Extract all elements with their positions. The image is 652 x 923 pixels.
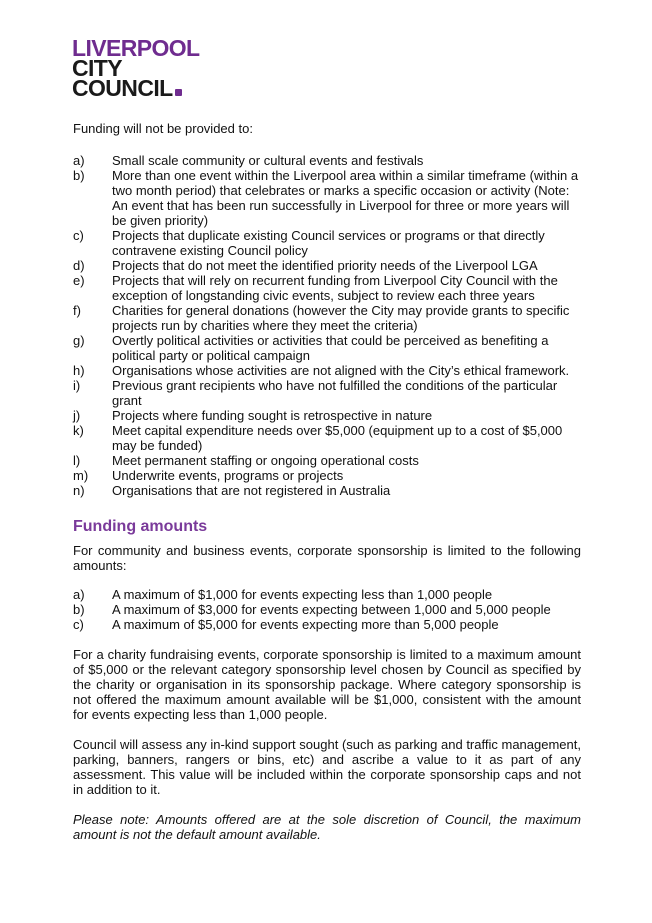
exclusions-intro: Funding will not be provided to: [73, 121, 253, 136]
list-item-text: Small scale community or cultural events and festivals [112, 153, 424, 168]
list-item-text: A maximum of $1,000 for events expecting less than 1,000 people [112, 587, 493, 602]
list-item-text: Meet permanent staffing or ongoing operational costs [112, 453, 419, 468]
list-item [73, 483, 581, 498]
list-item-marker: k) [73, 423, 84, 438]
list-item [73, 587, 581, 602]
list-item-marker: d) [73, 258, 85, 273]
list-item-text: Organisations whose activities are not aligned with the City’s ethical framework. [112, 363, 570, 378]
in-kind-paragraph: Council will assess any in-kind support sought (such as parking and traffic management, parking, banners, rangers or bins, etc) and ascribe a value to it as part of any assessment. This value will be included within the corporate sponsorship caps and not in addition to it. [73, 737, 581, 797]
list-item [73, 168, 581, 228]
list-item-marker: b) [73, 602, 85, 617]
list-item [73, 333, 581, 363]
list-item [73, 617, 581, 632]
list-item-marker: a) [73, 587, 85, 602]
list-item [73, 453, 581, 468]
logo-line-liverpool: LIVERPOOL [72, 35, 200, 61]
list-item-text: Previous grant recipients who have not fulfilled the conditions of the particular grant [112, 378, 558, 408]
list-item-text: Organisations that are not registered in Australia [112, 483, 391, 498]
logo-line-council [72, 75, 200, 101]
list-item-marker: i) [73, 378, 81, 393]
list-item-marker: c) [73, 617, 84, 632]
discretion-note: Please note: Amounts offered are at the sole discretion of Council, the maximum amount is not the default amount available. [73, 812, 581, 842]
funding-intro: For community and business events, corporate sponsorship is limited to the following amounts: [73, 543, 581, 573]
list-item-text: A maximum of $3,000 for events expecting between 1,000 and 5,000 people [112, 602, 551, 617]
list-item-text: Overtly political activities or activities that could be perceived as benefiting a political party or political campaign [112, 333, 549, 363]
list-item [73, 468, 581, 483]
exclusions-list [73, 153, 581, 498]
logo-council-text: COUNCIL [72, 75, 173, 101]
list-item-text: Projects that duplicate existing Council services or programs or that directly contravene existing Council policy [112, 228, 545, 258]
list-item-marker: m) [73, 468, 89, 483]
list-item-marker: a) [73, 153, 85, 168]
list-item [73, 228, 581, 258]
list-item-text: More than one event within the Liverpool area within a similar timeframe (within a two month period) that celebrates or marks a specific occasion or activity (Note: An event that has been run successfully in Liverpool for three or more years will be given priority) [112, 168, 579, 228]
list-item [73, 153, 581, 168]
list-item-marker: c) [73, 228, 84, 243]
list-item [73, 378, 581, 408]
document-body [73, 121, 581, 842]
list-item-marker: l) [73, 453, 81, 468]
list-item [73, 408, 581, 423]
funding-amounts-list [73, 587, 581, 632]
list-item-marker: g) [73, 333, 85, 348]
list-item-text: Projects that will rely on recurrent funding from Liverpool City Council with the exception of longstanding civic events, subject to review each three years [112, 273, 558, 303]
charity-paragraph: For a charity fundraising events, corporate sponsorship is limited to a maximum amount of $5,000 or the relevant category sponsorship level chosen by Council as specified by the charity or organisation in its sponsorship package. Where category sponsorship is not offered the maximum amount available will be $1,000, consistent with the amount for events expecting less than 1,000 people. [73, 647, 581, 722]
list-item [73, 423, 581, 453]
list-item-marker: h) [73, 363, 85, 378]
list-item-marker: n) [73, 483, 85, 498]
list-item-text: Underwrite events, programs or projects [112, 468, 344, 483]
list-item [73, 273, 581, 303]
list-item [73, 602, 581, 617]
list-item-text: Meet capital expenditure needs over $5,000 (equipment up to a cost of $5,000 may be funded) [112, 423, 563, 453]
list-item-marker: e) [73, 273, 85, 288]
list-item [73, 303, 581, 333]
funding-amounts-heading: Funding amounts [73, 518, 208, 535]
list-item-text: A maximum of $5,000 for events expecting more than 5,000 people [112, 617, 499, 632]
list-item-marker: j) [73, 408, 81, 423]
logo-line-city: CITY [72, 55, 122, 81]
list-item [73, 363, 581, 378]
list-item-text: Projects where funding sought is retrospective in nature [112, 408, 433, 423]
list-item [73, 258, 581, 273]
list-item-text: Projects that do not meet the identified priority needs of the Liverpool LGA [112, 258, 538, 273]
council-logo [72, 35, 200, 101]
list-item-text: Charities for general donations (however the City may provide grants to specific projects run by charities where they meet the criteria) [112, 303, 570, 333]
list-item-marker: b) [73, 168, 85, 183]
list-item-marker: f) [73, 303, 81, 318]
logo-square-mark-icon [175, 89, 182, 96]
